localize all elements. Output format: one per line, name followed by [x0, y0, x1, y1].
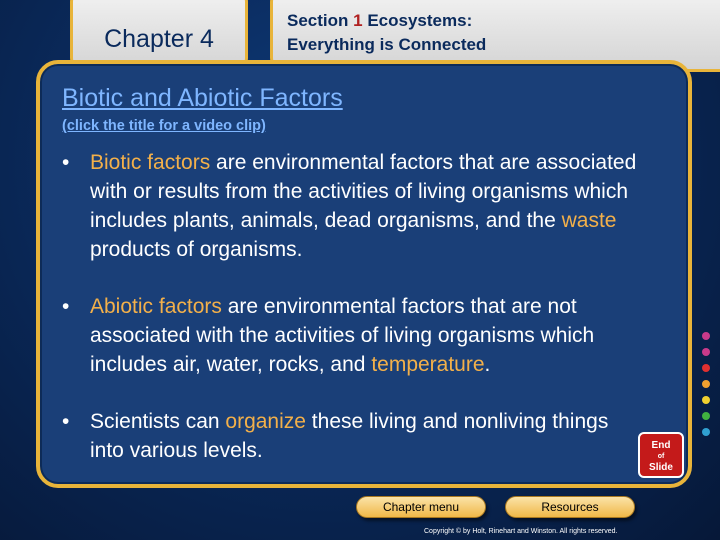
- term-organize: organize: [225, 410, 306, 433]
- section-heading-line1: [287, 11, 472, 31]
- bullet-dot: •: [62, 295, 70, 318]
- side-dot: [702, 412, 710, 420]
- section-prefix: Section: [287, 11, 349, 30]
- term-waste: waste: [561, 209, 617, 232]
- term-temperature: temperature: [371, 353, 485, 376]
- slide-title-link[interactable]: Biotic and Abiotic Factors: [62, 84, 343, 112]
- section-number: 1: [353, 11, 363, 30]
- bullet-text-segment: are environmental factors that are associated with or results from the activities of living organisms which includes plants, animals, dead organisms, and the: [90, 151, 637, 232]
- side-dot: [702, 380, 710, 388]
- bullet-dot: •: [62, 410, 70, 433]
- term-biotic-factors: Biotic factors: [90, 151, 211, 174]
- bullet-text: [90, 148, 652, 264]
- of-label: of: [657, 453, 665, 460]
- bullet-text-segment: products of organisms.: [90, 238, 303, 261]
- side-dot: [702, 428, 710, 436]
- bullet-text: [90, 407, 630, 465]
- section-title-line1: Ecosystems:: [367, 11, 473, 30]
- bullet-biotic: [62, 148, 652, 264]
- bullet-text-segment: are environmental factors that are not associated with the activities of living organisms which includes air, water, rocks, and: [90, 295, 595, 376]
- chapter-label: Chapter 4: [104, 25, 214, 53]
- bullet-text: [90, 292, 652, 379]
- slide-label: Slide: [649, 462, 673, 473]
- term-abiotic-factors: Abiotic factors: [90, 295, 222, 318]
- video-clip-hint-link[interactable]: (click the title for a video clip): [62, 118, 266, 134]
- bullet-text-segment: .: [484, 353, 491, 376]
- bullet-text-segment: Scientists can: [90, 410, 226, 433]
- side-dot: [702, 396, 710, 404]
- bullet-dot: •: [62, 151, 70, 174]
- resources-button[interactable]: Resources: [505, 496, 635, 518]
- bullet-text-segment: these living and nonliving things into various levels.: [90, 410, 609, 462]
- section-title-line2: Everything is Connected: [287, 35, 487, 54]
- bullet-organize: [62, 407, 652, 465]
- side-dot: [702, 332, 710, 340]
- bullet-abiotic: [62, 292, 652, 379]
- end-of-slide-button[interactable]: [638, 432, 684, 478]
- end-label: End: [651, 440, 671, 451]
- copyright-text: Copyright © by Holt, Rinehart and Winston. All rights reserved.: [424, 528, 618, 535]
- side-dot: [702, 348, 710, 356]
- chapter-menu-button[interactable]: Chapter menu: [356, 496, 486, 518]
- side-dot: [702, 364, 710, 372]
